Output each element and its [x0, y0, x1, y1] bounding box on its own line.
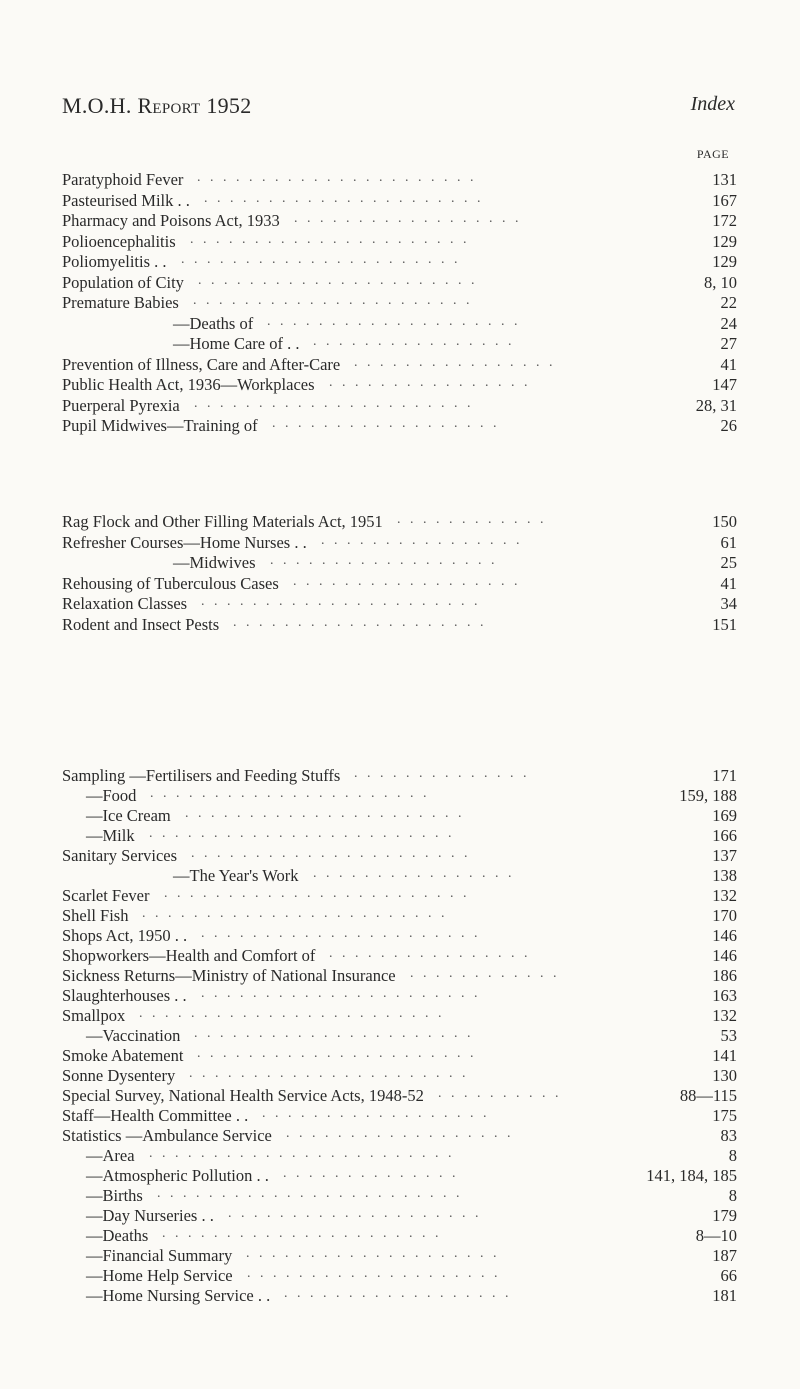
entry-label: —Food	[86, 786, 137, 805]
leader-dots: . . . . . . . . . . . . . . . . . . . . . .	[181, 252, 461, 267]
leader-dots: . . . . . . . . . .	[438, 1086, 562, 1101]
entry-label: Smoke Abatement	[62, 1046, 184, 1065]
entry-page: 129	[712, 231, 737, 251]
index-entry	[62, 355, 737, 376]
leader-dots: . . . . . . . . . . . . . . . . . . . .	[228, 1206, 482, 1221]
leader-dots: . . . . . . . . . . . .	[397, 512, 547, 527]
entry-page: 132	[712, 1006, 737, 1025]
index-section-s	[62, 766, 737, 1306]
entry-label: —Home Care of . .	[173, 334, 300, 353]
entry-page: 138	[712, 866, 737, 885]
leader-dots: . . . . . . . . . . . . . . . . . . . . . .	[201, 926, 481, 941]
index-entry	[62, 786, 737, 806]
leader-dots: . . . . . . . . . . . . . . . .	[354, 354, 556, 370]
leader-dots: . . . . . . . . . . . . . . . . . . . . . .	[162, 1226, 442, 1241]
leader-dots: . . . . . . . . . . . . . . . . . . . . . .	[204, 190, 484, 206]
entry-page: 22	[720, 293, 737, 312]
entry-page: 26	[720, 416, 737, 435]
entry-page: 130	[712, 1066, 737, 1085]
leader-dots: . . . . . . . . . . . . . . . .	[329, 946, 531, 961]
leader-dots: . . . . . . . . . . . . . .	[283, 1166, 459, 1181]
entry-page: 146	[712, 946, 737, 965]
leader-dots: . . . . . . . . . . . . . . . . . .	[284, 1286, 512, 1301]
index-entry	[62, 1106, 737, 1126]
entry-page: 179	[712, 1206, 737, 1225]
entry-page: 163	[712, 986, 737, 1005]
entry-label: —Financial Summary	[86, 1246, 233, 1265]
index-entry	[62, 273, 737, 294]
index-entry	[62, 1186, 737, 1206]
page-column-header: PAGE	[696, 147, 730, 161]
entry-page: 129	[712, 252, 737, 271]
title-prefix: M.O.H.	[62, 93, 138, 118]
index-entry	[62, 1026, 737, 1046]
entry-label: Shell Fish	[62, 906, 129, 925]
entry-page: 8	[728, 1186, 737, 1205]
entry-label: Scarlet Fever	[62, 886, 150, 905]
index-entry	[62, 1246, 737, 1266]
entry-label: Slaughterhouses . .	[62, 986, 187, 1005]
entry-label: —Deaths	[86, 1226, 149, 1245]
entry-label: —Deaths of	[173, 313, 254, 333]
index-entry	[62, 1146, 737, 1166]
index-entry	[62, 396, 737, 417]
entry-page: 171	[712, 766, 737, 785]
entry-label: Prevention of Illness, Care and After-Care	[62, 354, 341, 374]
entry-label: Public Health Act, 1936—Workplaces	[62, 375, 315, 394]
leader-dots: . . . . . . . . . . . . . . . .	[313, 866, 515, 881]
title-year: 1952	[200, 93, 252, 118]
leader-dots: . . . . . . . . . . . . . . . . . . . . . . . .	[142, 906, 448, 921]
entry-label: Rag Flock and Other Filling Materials Act, 1951	[62, 512, 383, 531]
leader-dots: . . . . . . . . . . . .	[410, 966, 560, 981]
entry-page: 88—115	[679, 1086, 737, 1105]
entry-label: Shops Act, 1950 . .	[62, 926, 188, 945]
entry-label: Poliomyelitis . .	[62, 252, 167, 271]
leader-dots: . . . . . . . . . . . . . . . . . . . .	[267, 313, 521, 329]
leader-dots: . . . . . . . . . . . . . . . . . .	[286, 1126, 514, 1141]
index-entry	[62, 375, 737, 396]
entry-page: 8, 10	[704, 272, 737, 292]
entry-label: Population of City	[62, 272, 184, 292]
index-entry	[62, 553, 737, 574]
leader-dots: . . . . . . . . . . . . . . . . . . . . . .	[191, 846, 471, 861]
entry-page: 181	[712, 1286, 737, 1305]
entry-label: —Home Help Service	[86, 1266, 233, 1285]
entry-page: 147	[712, 375, 737, 394]
index-entry	[62, 926, 737, 946]
index-entry	[62, 906, 737, 926]
entry-page: 141	[712, 1046, 737, 1065]
leader-dots: . . . . . . . . . . . . . . . . . . . . . .	[194, 395, 474, 411]
index-entry	[62, 986, 737, 1006]
index-entry	[62, 1206, 737, 1226]
entry-label: —Home Nursing Service . .	[86, 1286, 271, 1305]
leader-dots: . . . . . . . . . . . . . . . . . .	[262, 1106, 490, 1121]
entry-page: 137	[712, 846, 737, 865]
leader-dots: . . . . . . . . . . . . . . . . . . . . . .	[201, 594, 481, 609]
leader-dots: . . . . . . . . . . . . . . . . . . . . . . . .	[157, 1186, 463, 1201]
leader-dots: . . . . . . . . . . . . . . . . . . . . . .	[190, 231, 470, 247]
leader-dots: . . . . . . . . . . . . . . . .	[329, 375, 531, 390]
index-entry	[62, 946, 737, 966]
entry-label: Smallpox	[62, 1006, 126, 1025]
entry-label: Pasteurised Milk . .	[62, 190, 190, 210]
index-entry	[62, 1266, 737, 1286]
entry-page: 66	[720, 1266, 737, 1285]
entry-label: —Midwives	[173, 553, 256, 572]
entry-page: 187	[712, 1246, 737, 1265]
index-entry	[62, 512, 737, 533]
index-entry	[62, 1066, 737, 1086]
index-entry	[62, 314, 737, 335]
index-entry	[62, 846, 737, 866]
entry-page: 53	[720, 1026, 737, 1045]
entry-page: 83	[720, 1126, 737, 1145]
entry-page: 28, 31	[695, 395, 737, 415]
entry-page: 25	[720, 553, 737, 572]
leader-dots: . . . . . . . . . . . . . . . . . . . . . . . .	[164, 886, 470, 901]
index-entry	[62, 1046, 737, 1066]
entry-label: Pharmacy and Poisons Act, 1933	[62, 211, 280, 230]
leader-dots: . . . . . . . . . . . . . . . . . . . . . .	[197, 170, 477, 185]
entry-page: 151	[712, 614, 737, 634]
leader-dots: . . . . . . . . . . . . . . . . . .	[293, 573, 521, 589]
index-entry	[62, 615, 737, 636]
entry-page: 159, 188	[679, 786, 737, 805]
entry-page: 146	[712, 926, 737, 945]
leader-dots: . . . . . . . . . . . . . .	[354, 766, 530, 781]
leader-dots: . . . . . . . . . . . . . . . . . . . . . .	[201, 986, 481, 1001]
entry-page: 8	[728, 1146, 737, 1165]
leader-dots: . . . . . . . . . . . . . . . .	[313, 334, 515, 349]
leader-dots: . . . . . . . . . . . . . . . . . . . . . .	[193, 293, 473, 308]
entry-label: Shopworkers—Health and Comfort of	[62, 946, 316, 965]
entry-page: 186	[712, 966, 737, 985]
entry-page: 27	[720, 334, 737, 353]
index-entry	[62, 1226, 737, 1246]
index-entry	[62, 826, 737, 846]
index-entry	[62, 533, 737, 554]
entry-page: 170	[712, 906, 737, 925]
entry-page: 172	[712, 211, 737, 230]
leader-dots: . . . . . . . . . . . . . . . . . . . . . .	[150, 786, 430, 801]
entry-label: Polioencephalitis	[62, 231, 176, 251]
entry-page: 175	[712, 1106, 737, 1125]
entry-page: 169	[712, 806, 737, 825]
index-entry	[62, 232, 737, 253]
entry-label: —Day Nurseries . .	[86, 1206, 214, 1225]
entry-page: 131	[712, 170, 737, 189]
entry-page: 132	[712, 886, 737, 905]
entry-label: Relaxation Classes	[62, 594, 188, 613]
index-entry	[62, 966, 737, 986]
index-entry	[62, 170, 737, 191]
entry-label: Sanitary Services	[62, 846, 178, 865]
entry-page: 41	[720, 354, 737, 374]
entry-page: 24	[720, 313, 737, 333]
index-entry	[62, 252, 737, 273]
leader-dots: . . . . . . . . . . . . . . . . . . . . . .	[197, 1046, 477, 1061]
entry-label: Premature Babies	[62, 293, 179, 312]
title-report-word: Report	[137, 93, 201, 118]
entry-label: Paratyphoid Fever	[62, 170, 184, 189]
index-entry	[62, 211, 737, 232]
entry-label: —The Year's Work	[173, 866, 299, 885]
entry-label: —Ice Cream	[86, 806, 171, 825]
index-entry	[62, 574, 737, 595]
entry-label: —Births	[86, 1186, 143, 1205]
entry-label: Special Survey, National Health Service Acts, 1948-52	[62, 1086, 424, 1105]
index-section-r	[62, 512, 737, 635]
leader-dots: . . . . . . . . . . . . . . . . . . . .	[247, 1266, 501, 1281]
entry-label: Puerperal Pyrexia	[62, 395, 180, 415]
entry-page: 150	[712, 512, 737, 531]
entry-label: Refresher Courses—Home Nurses . .	[62, 532, 307, 552]
index-entry	[62, 1006, 737, 1026]
entry-page: 41	[720, 573, 737, 593]
leader-dots: . . . . . . . . . . . . . . . . . .	[272, 416, 500, 431]
report-title	[62, 93, 252, 119]
entry-label: —Atmospheric Pollution . .	[86, 1166, 269, 1185]
entry-page: 8—10	[695, 1226, 737, 1245]
index-entry	[62, 866, 737, 886]
leader-dots: . . . . . . . . . . . . . . . .	[321, 532, 523, 548]
entry-label: —Area	[86, 1146, 135, 1165]
leader-dots: . . . . . . . . . . . . . . . . . . . .	[246, 1246, 500, 1261]
entry-label: Rodent and Insect Pests	[62, 614, 220, 634]
page-header	[62, 93, 735, 123]
leader-dots: . . . . . . . . . . . . . . . . . . . . . . . .	[149, 1146, 455, 1161]
leader-dots: . . . . . . . . . . . . . . . . . . . . . . . .	[149, 826, 455, 841]
index-entry	[62, 191, 737, 212]
index-entry	[62, 886, 737, 906]
index-entry	[62, 1166, 737, 1186]
index-section-p	[62, 170, 737, 437]
index-entry	[62, 293, 737, 314]
index-entry	[62, 806, 737, 826]
entry-label: Staff—Health Committee . .	[62, 1106, 249, 1125]
index-entry	[62, 334, 737, 355]
entry-label: —Vaccination	[86, 1026, 181, 1045]
index-entry	[62, 1126, 737, 1146]
leader-dots: . . . . . . . . . . . . . . . . . . . .	[233, 614, 487, 630]
leader-dots: . . . . . . . . . . . . . . . . . . . . . .	[194, 1026, 474, 1041]
entry-label: Sampling —Fertilisers and Feeding Stuffs	[62, 766, 341, 785]
entry-label: Rehousing of Tuberculous Cases	[62, 573, 279, 593]
entry-label: Statistics —Ambulance Service	[62, 1126, 272, 1145]
index-entry	[62, 1086, 737, 1106]
entry-page: 166	[712, 826, 737, 845]
leader-dots: . . . . . . . . . . . . . . . . . . . . . .	[189, 1066, 469, 1081]
leader-dots: . . . . . . . . . . . . . . . . . .	[294, 211, 522, 226]
entry-page: 61	[720, 532, 737, 552]
leader-dots: . . . . . . . . . . . . . . . . . . . . . .	[185, 806, 465, 821]
entry-label: —Milk	[86, 826, 135, 845]
index-entry	[62, 766, 737, 786]
index-entry	[62, 416, 737, 437]
index-entry	[62, 594, 737, 615]
entry-label: Sickness Returns—Ministry of National Insurance	[62, 966, 396, 985]
entry-page: 34	[720, 594, 737, 613]
entry-label: Pupil Midwives—Training of	[62, 416, 258, 435]
leader-dots: . . . . . . . . . . . . . . . . . . . . . .	[198, 272, 478, 288]
leader-dots: . . . . . . . . . . . . . . . . . . . . . . . .	[139, 1006, 445, 1021]
leader-dots: . . . . . . . . . . . . . . . . . .	[270, 553, 498, 568]
entry-page: 167	[712, 190, 737, 210]
index-label: Index	[690, 93, 735, 115]
entry-label: Sonne Dysentery	[62, 1066, 176, 1085]
index-entry	[62, 1286, 737, 1306]
entry-page: 141, 184, 185	[646, 1166, 737, 1185]
